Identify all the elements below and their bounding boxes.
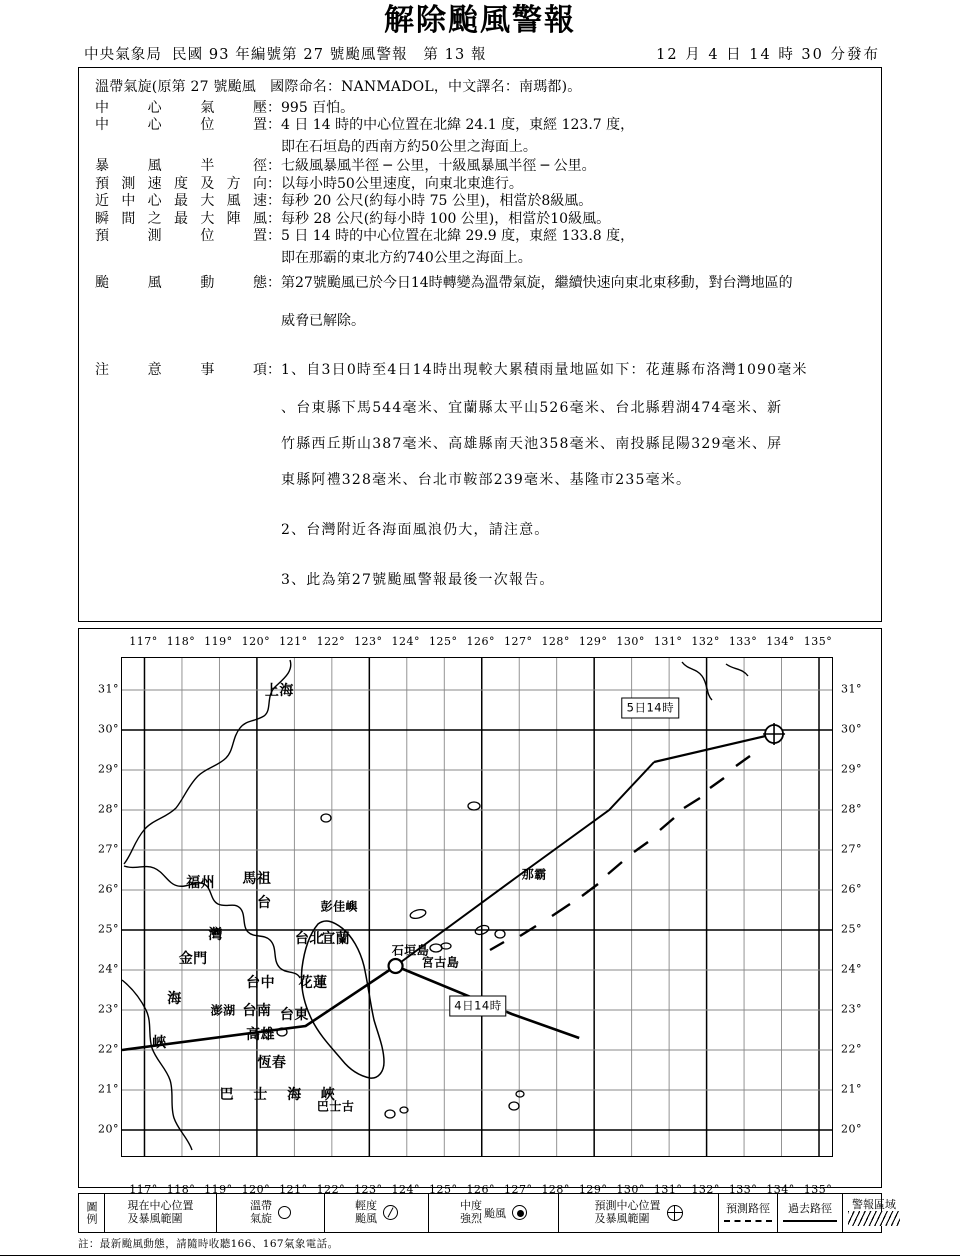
latitude-tick-left: 31° xyxy=(98,682,119,695)
longitude-tick-bot: 117° xyxy=(129,1182,158,1196)
longitude-tick-top: 123° xyxy=(354,634,383,648)
field-value-max-gust: 每秒 28 公尺(約每小時 100 公里)，相當於10級風。 xyxy=(281,210,611,227)
longitude-tick-top: 122° xyxy=(316,634,346,648)
forecast-center-icon xyxy=(667,1205,683,1221)
colon: ： xyxy=(267,158,281,174)
legend-strong-typhoon-line3: 颱風 xyxy=(484,1206,506,1220)
latitude-tick-right: 24° xyxy=(841,962,862,975)
longitude-tick-top: 131° xyxy=(653,634,683,648)
field-label-notices: 注 意 事 項 xyxy=(95,362,267,378)
longitude-tick-bot: 135° xyxy=(803,1182,833,1196)
longitude-tick-top: 126° xyxy=(466,634,495,648)
longitude-tick-bot: 120° xyxy=(241,1182,271,1196)
latitude-tick-left: 21° xyxy=(98,1082,119,1095)
extratropical-cyclone-icon xyxy=(278,1206,291,1219)
field-value-pressure: 995 百怕。 xyxy=(281,99,355,116)
colon: ： xyxy=(267,175,281,192)
longitude-tick-bot: 123° xyxy=(354,1182,383,1196)
map-label-海: 海 xyxy=(167,990,182,1007)
field-label-forecast-position: 預 測 位 置 xyxy=(95,228,267,244)
map-label-台中: 台中 xyxy=(246,974,276,991)
legend-item-forecast-center xyxy=(559,1194,719,1232)
map-label-海: 海 xyxy=(287,1086,302,1103)
latitude-tick-right: 26° xyxy=(841,882,862,895)
longitude-tick-top: 118° xyxy=(166,634,196,648)
latitude-tick-right: 27° xyxy=(841,842,862,855)
legend-mild-typhoon-line1: 輕度 xyxy=(355,1198,377,1212)
map-label-巴: 巴 xyxy=(219,1086,235,1103)
longitude-tick-top: 119° xyxy=(204,634,233,648)
warning-area-icon xyxy=(848,1211,900,1226)
notice-item-2: 2、台灣附近各海面風浪仍大，請注意。 xyxy=(281,521,550,538)
longitude-tick-bot: 134° xyxy=(766,1182,795,1196)
field-row-storm-radius xyxy=(89,159,871,173)
latitude-tick-left: 24° xyxy=(98,962,119,975)
legend-forecast-center-line2: 及暴風範圍 xyxy=(594,1211,650,1225)
map-time-label: 5日14時 xyxy=(622,697,679,718)
latitude-tick-left: 25° xyxy=(98,922,119,935)
longitude-tick-bot: 128° xyxy=(541,1182,570,1196)
legend-strong-typhoon-line2: 強烈 xyxy=(460,1211,482,1225)
longitude-tick-top: 130° xyxy=(616,634,645,648)
map-graphics xyxy=(122,658,833,1157)
legend-item-mild-typhoon xyxy=(325,1194,429,1232)
map-label-峽: 峽 xyxy=(320,1086,336,1103)
longitude-tick-top: 124° xyxy=(391,634,421,648)
latitude-tick-right: 20° xyxy=(841,1122,862,1135)
legend-item-strong-typhoon xyxy=(429,1194,559,1232)
longitude-tick-bot: 124° xyxy=(391,1182,421,1196)
latitude-tick-right: 31° xyxy=(841,682,862,695)
latitude-tick-left: 30° xyxy=(98,722,119,735)
map-legend xyxy=(78,1193,896,1233)
longitude-tick-bot: 131° xyxy=(653,1182,683,1196)
map-label-福州: 福州 xyxy=(186,874,216,891)
map-label-巴士古: 巴士古 xyxy=(316,1099,355,1113)
field-value-typhoon-status: 第27號颱風已於今日14時轉變為溫帶氣旋，繼續快速向東北東移動，對台灣地區的 xyxy=(281,275,793,291)
colon: ： xyxy=(267,210,281,227)
field-value-forecast-position: 5 日 14 時的中心位置在北緯 29.9 度，東經 133.8 度， xyxy=(281,228,635,244)
field-label-max-gust: 瞬 間 之 最 大 陣 風 xyxy=(95,210,267,227)
longitude-tick-top: 125° xyxy=(429,634,458,648)
notice-item-3: 3、此為第27號颱風警報最後一次報告。 xyxy=(281,571,555,588)
longitude-tick-top: 133° xyxy=(728,634,758,648)
legend-item-warning-area xyxy=(843,1194,905,1232)
map-label-上海: 上海 xyxy=(264,682,294,699)
legend-item-past-track xyxy=(778,1194,843,1232)
longitude-tick-bot: 130° xyxy=(616,1182,645,1196)
map-label-馬祖: 馬祖 xyxy=(242,870,272,887)
notice-item-1: 1、自3日0時至4日14時出現較大累積雨量地區如下：花蓮縣布洛灣1090毫米 xyxy=(281,362,808,378)
cyclone-summary-line: 溫帶氣旋(原第 27 號颱風 國際命名：NANMADOL，中文譯名：南瑪都)。 xyxy=(95,78,582,95)
legend-strong-typhoon-line1: 中度 xyxy=(460,1198,482,1212)
field-label-storm-radius: 暴 風 半 徑 xyxy=(95,158,267,174)
map-label-宜蘭: 宜蘭 xyxy=(321,930,351,947)
longitude-tick-top: 127° xyxy=(503,634,533,648)
legend-title: 圖例 xyxy=(85,1200,98,1225)
longitude-tick-top: 117° xyxy=(129,634,158,648)
map-label-灣: 灣 xyxy=(208,926,223,943)
map-gridlines xyxy=(122,658,833,1157)
latitude-tick-right: 21° xyxy=(841,1082,862,1095)
legend-item-current-center xyxy=(105,1194,217,1232)
latitude-axis-left xyxy=(85,657,119,1157)
field-row-max-gust xyxy=(89,212,871,226)
latitude-tick-left: 29° xyxy=(98,762,119,775)
coastline-paths xyxy=(122,660,748,1150)
latitude-tick-right: 22° xyxy=(841,1042,862,1055)
field-row-max-wind-speed xyxy=(89,194,871,208)
longitude-tick-top: 128° xyxy=(541,634,570,648)
map-canvas[interactable] xyxy=(121,657,833,1157)
field-value-max-wind-speed: 每秒 20 公尺(約每小時 75 公里)，相當於8級風。 xyxy=(281,193,593,209)
field-value-storm-radius: 七級風暴風半徑 ─ 公里，十級風暴風半徑 ─ 公里。 xyxy=(281,158,596,174)
footnote: 註：最新颱風動態，請隨時收聽166、167氣象電話。 xyxy=(78,1237,339,1250)
legend-warning-area-label: 警報區域 xyxy=(852,1197,896,1211)
notice-item-1-line3: 竹縣西丘斯山387毫米、高雄縣南天池358毫米、南投縣昆陽329毫米、屏 xyxy=(281,435,783,452)
field-row-notices xyxy=(89,363,871,377)
map-label-澎湖: 澎湖 xyxy=(210,1003,236,1017)
notice-item-1-line4: 東縣阿禮328毫米、台北市鞍部239毫米、基隆市235毫米。 xyxy=(281,471,692,488)
latitude-tick-right: 25° xyxy=(841,922,862,935)
map-label-石垣島: 石垣島 xyxy=(391,943,430,957)
field-value-forecast-speed-direction: 以每小時50公里速度，向東北東進行。 xyxy=(281,175,523,192)
field-label-forecast-speed-direction: 預 測 速 度 及 方 向 xyxy=(95,175,267,192)
map-label-台南: 台南 xyxy=(242,1002,272,1019)
past-track-icon xyxy=(783,1220,837,1222)
legend-title-cell xyxy=(79,1194,105,1232)
legend-item-extratropical xyxy=(217,1194,325,1232)
longitude-tick-top: 135° xyxy=(803,634,833,648)
latitude-tick-right: 29° xyxy=(841,762,862,775)
field-value-typhoon-status-line2: 威脅已解除。 xyxy=(281,312,365,329)
legend-forecast-center-line1: 預測中心位置 xyxy=(594,1198,661,1212)
typhoon-track-map-panel xyxy=(78,628,882,1196)
latitude-tick-left: 27° xyxy=(98,842,119,855)
longitude-tick-top: 132° xyxy=(691,634,720,648)
latitude-tick-right: 23° xyxy=(841,1002,862,1015)
map-label-台東: 台東 xyxy=(279,1006,309,1023)
field-value-center-position: 4 日 14 時的中心位置在北緯 24.1 度，東經 123.7 度， xyxy=(281,117,635,133)
map-label-宮古島: 宮古島 xyxy=(421,955,460,969)
field-row-forecast-speed-direction xyxy=(89,177,871,191)
mild-typhoon-icon xyxy=(383,1205,398,1220)
bulletin-number: 民國 93 年編號第 27 號颱風警報 第 13 報 xyxy=(172,46,487,63)
field-value-forecast-position-line2: 即在那霸的東北方約740公里之海面上。 xyxy=(281,249,532,266)
notice-item-1-line2: 、台東縣下馬544毫米、宜蘭縣太平山526毫米、台北縣碧湖474毫米、新 xyxy=(281,399,783,416)
latitude-tick-right: 30° xyxy=(841,722,862,735)
taiwan-outline xyxy=(298,921,384,1078)
colon: ： xyxy=(267,228,281,244)
longitude-tick-bot: 127° xyxy=(503,1182,533,1196)
latitude-tick-left: 22° xyxy=(98,1042,119,1055)
longitude-tick-top: 121° xyxy=(279,634,308,648)
map-label-台北: 台北 xyxy=(294,930,324,947)
legend-item-forecast-track xyxy=(719,1194,778,1232)
legend-current-center-line1: 現在中心位置 xyxy=(127,1198,194,1212)
longitude-tick-bot: 129° xyxy=(578,1182,608,1196)
longitude-tick-bot: 121° xyxy=(279,1182,308,1196)
document-header xyxy=(0,39,960,67)
map-label-峽: 峽 xyxy=(152,1034,167,1051)
latitude-tick-left: 28° xyxy=(98,802,119,815)
position-markers xyxy=(389,723,785,973)
colon: ： xyxy=(267,193,281,209)
field-row-center-position xyxy=(89,118,871,132)
colon: ： xyxy=(267,117,281,133)
report-text-panel xyxy=(78,67,882,622)
field-row-forecast-position xyxy=(89,229,871,243)
legend-past-track-label: 過去路徑 xyxy=(788,1202,832,1216)
map-label-恆春: 恆春 xyxy=(257,1054,287,1071)
latitude-tick-left: 20° xyxy=(98,1122,119,1135)
field-label-center-position: 中 心 位 置 xyxy=(95,117,267,133)
map-label-高雄: 高雄 xyxy=(246,1026,276,1043)
field-label-typhoon-status: 颱 風 動 態 xyxy=(95,275,267,291)
legend-current-center-line2: 及暴風範圍 xyxy=(127,1211,183,1225)
strong-typhoon-icon xyxy=(512,1205,527,1220)
legend-extratropical-line1: 溫帶 xyxy=(250,1198,272,1212)
issue-time: 12 月 4 日 14 時 30 分發布 xyxy=(656,46,880,63)
longitude-tick-bot: 119° xyxy=(204,1182,233,1196)
legend-mild-typhoon-line2: 颱風 xyxy=(355,1211,377,1225)
legend-extratropical-line2: 氣旋 xyxy=(250,1211,272,1225)
map-label-金門: 金門 xyxy=(178,950,208,967)
field-row-pressure xyxy=(89,101,871,115)
bottom-divider xyxy=(0,1255,960,1256)
map-label-士: 士 xyxy=(253,1086,268,1103)
longitude-tick-top: 129° xyxy=(578,634,608,648)
colon: ： xyxy=(267,99,281,116)
legend-forecast-track-label: 預測路徑 xyxy=(726,1202,770,1216)
longitude-tick-bot: 118° xyxy=(166,1182,196,1196)
colon: ： xyxy=(267,275,281,291)
header-issuer-line xyxy=(84,43,487,64)
map-label-那霸: 那霸 xyxy=(521,867,547,881)
page-title: 解除颱風警報 xyxy=(384,3,576,38)
field-value-center-position-line2: 即在石垣島的西南方約50公里之海面上。 xyxy=(281,138,537,155)
longitude-tick-bot: 125° xyxy=(429,1182,458,1196)
latitude-tick-left: 23° xyxy=(98,1002,119,1015)
latitude-axis-right xyxy=(841,657,875,1157)
field-label-pressure: 中 心 氣 壓 xyxy=(95,99,267,116)
field-row-typhoon-status xyxy=(89,276,871,290)
ryukyu-island-chain xyxy=(490,756,750,950)
latitude-tick-right: 28° xyxy=(841,802,862,815)
field-label-max-wind-speed: 近 中 心 最 大 風 速 xyxy=(95,193,267,209)
map-label-花蓮: 花蓮 xyxy=(298,974,328,991)
map-time-label: 4日14時 xyxy=(449,995,506,1016)
map-label-台: 台 xyxy=(257,894,272,911)
latitude-tick-left: 26° xyxy=(98,882,119,895)
longitude-tick-bot: 126° xyxy=(466,1182,495,1196)
colon: ： xyxy=(267,362,281,378)
map-label-彭佳嶼: 彭佳嶼 xyxy=(320,899,359,913)
issuer-name: 中央氣象局 xyxy=(84,46,162,63)
longitude-tick-bot: 132° xyxy=(691,1182,720,1196)
longitude-tick-bot: 122° xyxy=(316,1182,346,1196)
longitude-tick-bot: 133° xyxy=(728,1182,758,1196)
longitude-tick-top: 134° xyxy=(766,634,795,648)
longitude-tick-top: 120° xyxy=(241,634,271,648)
forecast-track-icon xyxy=(724,1220,772,1222)
